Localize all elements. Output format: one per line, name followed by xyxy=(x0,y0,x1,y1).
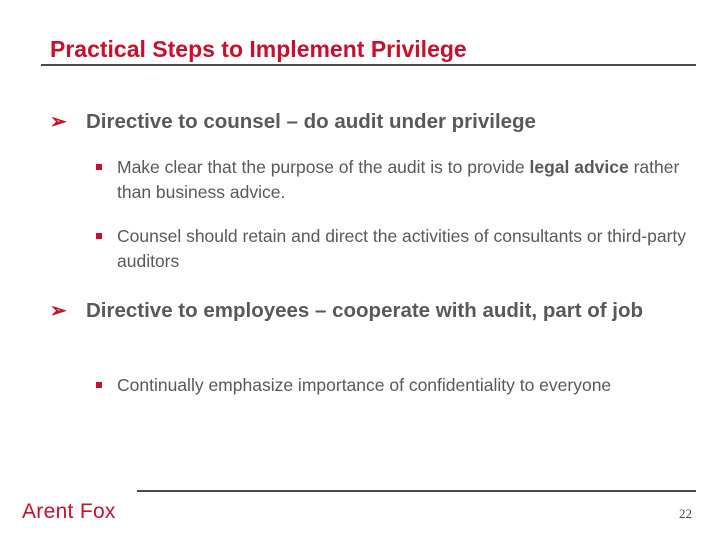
arrow-bullet-icon: ➢ xyxy=(50,300,67,322)
footer-divider xyxy=(137,490,696,492)
bullet-level2-purpose xyxy=(96,155,696,205)
bullet-text: Directive to counsel – do audit under privilege xyxy=(86,110,536,133)
bold-text: legal advice xyxy=(529,157,629,177)
bullet-level1-employees xyxy=(50,297,690,325)
bullet-level2-consultants xyxy=(96,224,696,274)
bullet-level1-counsel xyxy=(50,108,690,136)
bullet-text: Continually emphasize importance of confidentiality to everyone xyxy=(117,375,612,395)
square-bullet-icon xyxy=(96,233,102,239)
slide-title: Practical Steps to Implement Privilege xyxy=(50,36,467,62)
bullet-text: Counsel should retain and direct the activities of consultants or third-party auditors xyxy=(117,226,687,271)
title-divider xyxy=(41,64,696,66)
bullet-text: Make clear that the purpose of the audit is to provide legal advice rather than business advice. xyxy=(117,157,680,202)
arent-fox-logo: Arent Fox xyxy=(22,500,116,523)
square-bullet-icon xyxy=(96,164,102,170)
bullet-level2-confidentiality xyxy=(96,373,696,398)
page-number: 22 xyxy=(679,506,692,521)
square-bullet-icon xyxy=(96,382,102,388)
bullet-text: Directive to employees – cooperate with audit, part of job xyxy=(86,299,644,322)
arrow-bullet-icon: ➢ xyxy=(50,111,67,133)
